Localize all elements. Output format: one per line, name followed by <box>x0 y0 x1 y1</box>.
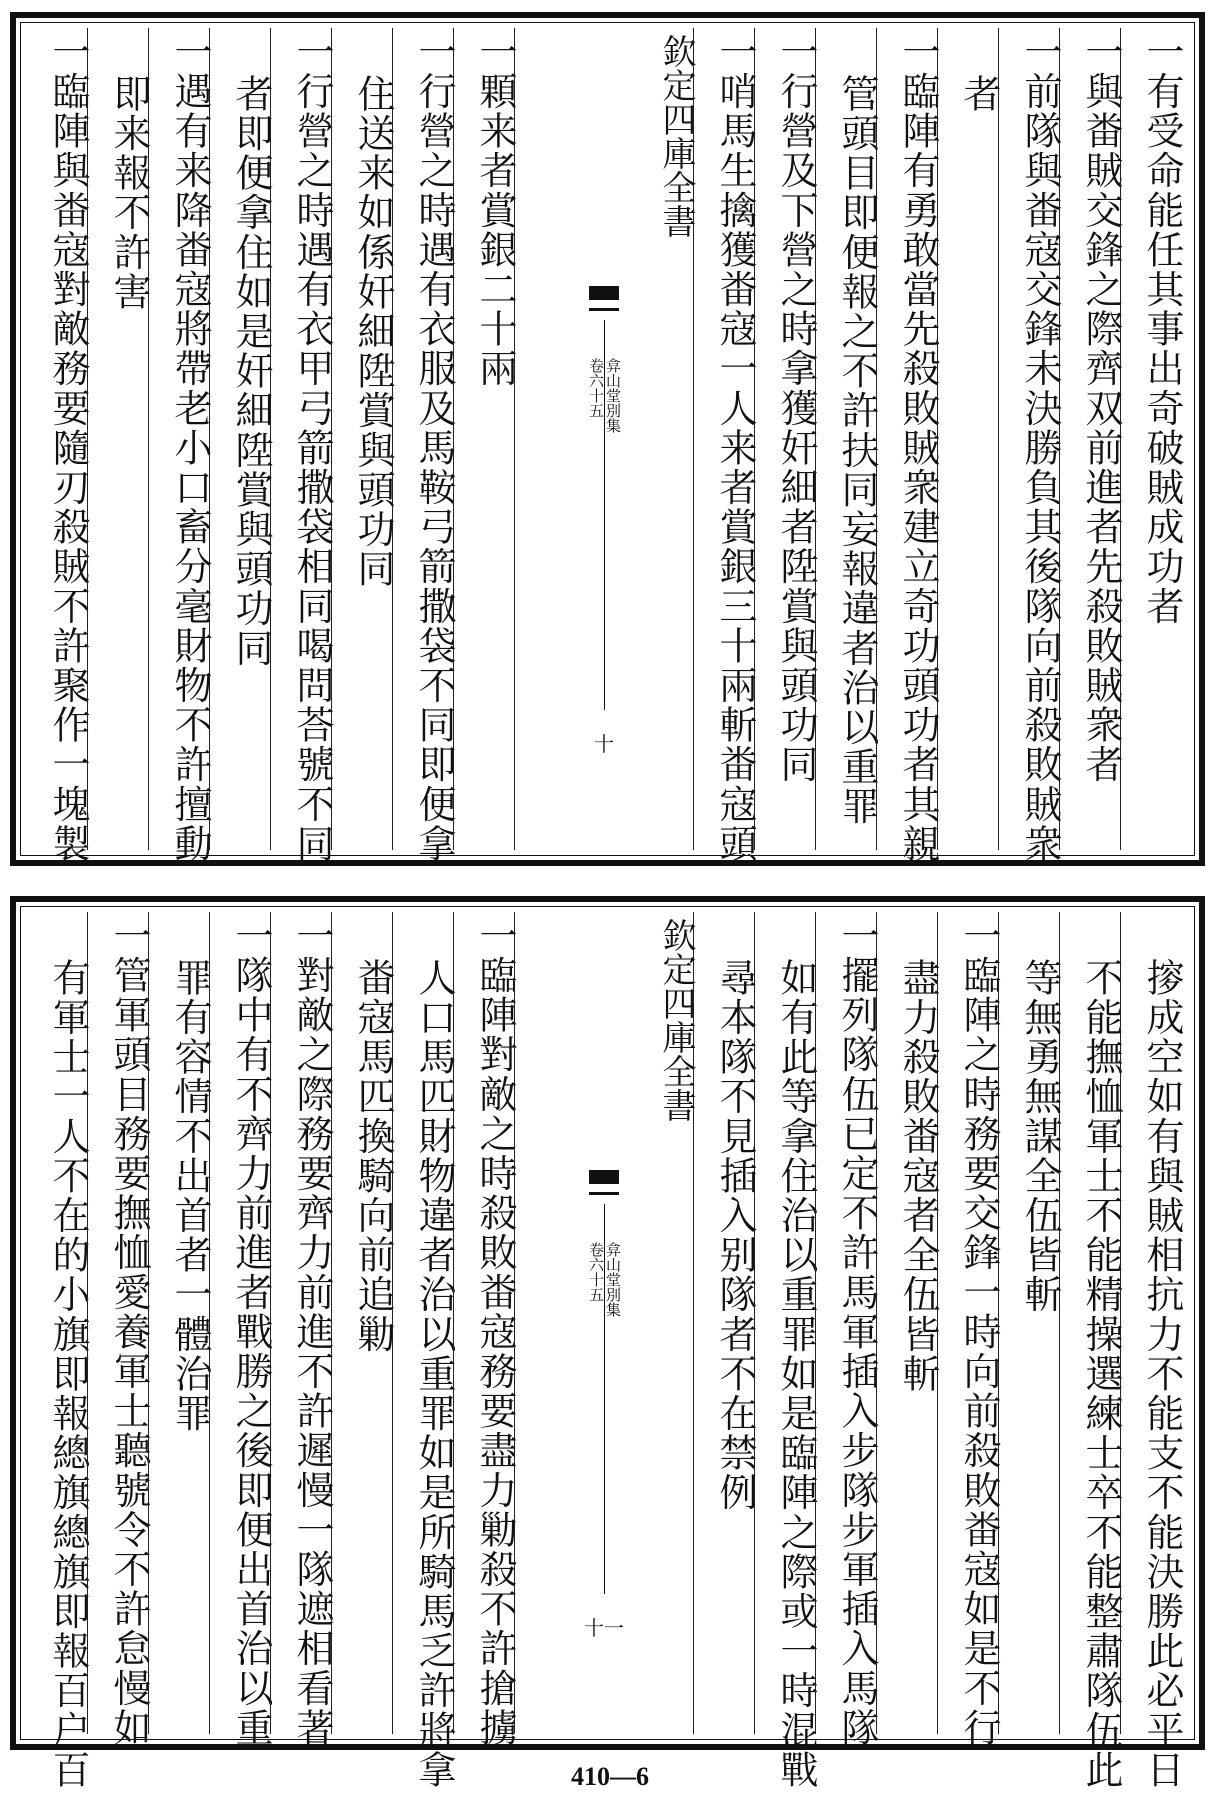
column-text: 如有此等拿住治以重罪如是臨陣之際或一時混戰 <box>774 958 818 1790</box>
text-column <box>26 28 90 864</box>
text-column <box>693 912 757 1734</box>
center-gutter <box>514 912 696 1734</box>
column-text: 一管軍頭目務要撫恤愛養軍士聽號令不許怠慢如 <box>107 916 151 1748</box>
column-text: 一遇有来降畨寇將帶老小口畜分毫財物不許擅動 <box>168 32 212 864</box>
upper-page-panel <box>10 12 1205 866</box>
text-column <box>148 28 212 864</box>
column-text: 摉成空如有與賊相抗力不能支不能決勝此必平日 <box>1140 958 1184 1790</box>
text-column <box>1120 28 1184 850</box>
column-text: 人口馬匹財物違者治以重罪如是所騎馬乏許將拿 <box>412 958 456 1790</box>
text-column <box>148 912 212 1734</box>
column-text: 一前隊與畨寇交鋒未決勝負其後隊向前殺敗賊衆 <box>1018 32 1062 864</box>
page-footer-number: 410—6 <box>571 1762 649 1791</box>
column-text: 一有受命能任其事出奇破賊成功者 <box>1140 32 1184 626</box>
text-column <box>331 912 395 1734</box>
text-column <box>1120 912 1184 1790</box>
column-text: 盡力殺敗畨寇者全伍皆斬 <box>896 958 940 1394</box>
book-title: 欽定四庫全書 <box>656 918 696 1122</box>
column-text: 等無勇無謀全伍皆斬 <box>1018 958 1062 1315</box>
column-text: 一行營之時遇有衣甲弓箭撒袋相同喝問荅號不同 <box>290 32 334 864</box>
column-text: 一對敵之際務要齊力前進不許遲慢一隊遮相看著 <box>290 916 334 1748</box>
text-column <box>453 912 517 1748</box>
column-text: 者 <box>957 74 1001 114</box>
text-column <box>754 28 818 850</box>
volume-label-line: 弇山堂別集 <box>604 358 622 433</box>
text-column <box>392 28 456 864</box>
text-column <box>815 912 879 1748</box>
text-column <box>998 912 1062 1734</box>
column-text: 者即便拿住如是奸細陞賞與頭功同 <box>229 74 273 668</box>
fishtail-mark <box>589 286 619 300</box>
column-text: 一哨馬生擒獲畨寇一人来者賞銀三十兩斬畨寇頭 <box>713 32 757 864</box>
folio-number: 十 <box>594 732 614 756</box>
text-column <box>209 912 273 1748</box>
column-text: 住送来如係奸細陞賞與頭功同 <box>351 74 395 589</box>
text-column <box>937 912 1001 1748</box>
text-column <box>87 912 151 1748</box>
text-column <box>1059 28 1123 850</box>
text-column <box>1059 912 1123 1790</box>
text-column <box>754 912 818 1790</box>
text-column <box>815 28 879 850</box>
text-column <box>937 28 1001 850</box>
text-column <box>453 28 517 850</box>
column-text: 一臨陣對敵之時殺敗畨寇務要盡力勦殺不許搶擄 <box>473 916 517 1748</box>
fishtail-rule <box>589 308 619 320</box>
column-text: 管頭目即便報之不許扶同妄報違者治以重罪 <box>835 74 879 827</box>
text-column <box>270 912 334 1748</box>
text-column <box>998 28 1062 864</box>
folio-number: 十一 <box>584 1616 624 1640</box>
column-text: 有軍士一人不在的小旗即報總旗總旗即報百户百 <box>46 958 90 1790</box>
column-text: 罪有容情不出首者一體治罪 <box>168 958 212 1434</box>
text-column <box>876 28 940 864</box>
column-text: 畨寇馬匹換騎向前追勦 <box>351 958 395 1354</box>
fishtail-mark <box>589 1170 619 1184</box>
column-text: 一顆来者賞銀二十兩 <box>473 32 517 389</box>
text-column <box>26 912 90 1790</box>
fishtail-rule <box>589 1192 619 1204</box>
text-column <box>270 28 334 864</box>
volume-label-line: 卷六十五 <box>587 1242 605 1302</box>
volume-label-line: 弇山堂別集 <box>604 1242 622 1317</box>
text-column <box>331 28 395 850</box>
text-column <box>693 28 757 864</box>
column-text: 一行營及下營之時拿獲奸細者陞賞與頭功同 <box>774 32 818 785</box>
column-text: 一行營之時遇有衣服及馬鞍弓箭撒袋不同即便拿 <box>412 32 456 864</box>
volume-label <box>515 1242 693 1317</box>
column-text: 不能撫恤軍士不能精操選練士卒不能整肅隊伍此 <box>1079 958 1123 1790</box>
text-column <box>209 28 273 850</box>
upper-text-columns <box>26 28 1189 864</box>
column-text: 一與畨賊交鋒之際齊双前進者先殺敗賊衆者 <box>1079 32 1123 785</box>
volume-label-line: 卷六十五 <box>587 358 605 418</box>
column-text: 一臨陣之時務要交鋒一時向前殺敗畨寇如是不行 <box>957 916 1001 1748</box>
column-text: 一隊中有不齊力前進者戰勝之後即便出首治以重 <box>229 916 273 1748</box>
center-gutter <box>514 28 696 850</box>
column-text: 一臨陣有勇敢當先殺敗賊衆建立奇功頭功者其親 <box>896 32 940 864</box>
column-text: 一擺列隊伍已定不許馬軍插入步隊步軍插入馬隊 <box>835 916 879 1748</box>
text-column <box>392 912 456 1790</box>
column-text: 尋本隊不見插入别隊者不在禁例 <box>713 958 757 1513</box>
column-text: 即来報不許害 <box>107 74 151 312</box>
text-column <box>876 912 940 1734</box>
text-column <box>87 28 151 850</box>
column-text: 一臨陣與畨寇對敵務要隨刃殺賊不許聚作一塊製 <box>46 32 90 864</box>
volume-label <box>515 358 693 433</box>
book-title: 欽定四庫全書 <box>656 34 696 238</box>
